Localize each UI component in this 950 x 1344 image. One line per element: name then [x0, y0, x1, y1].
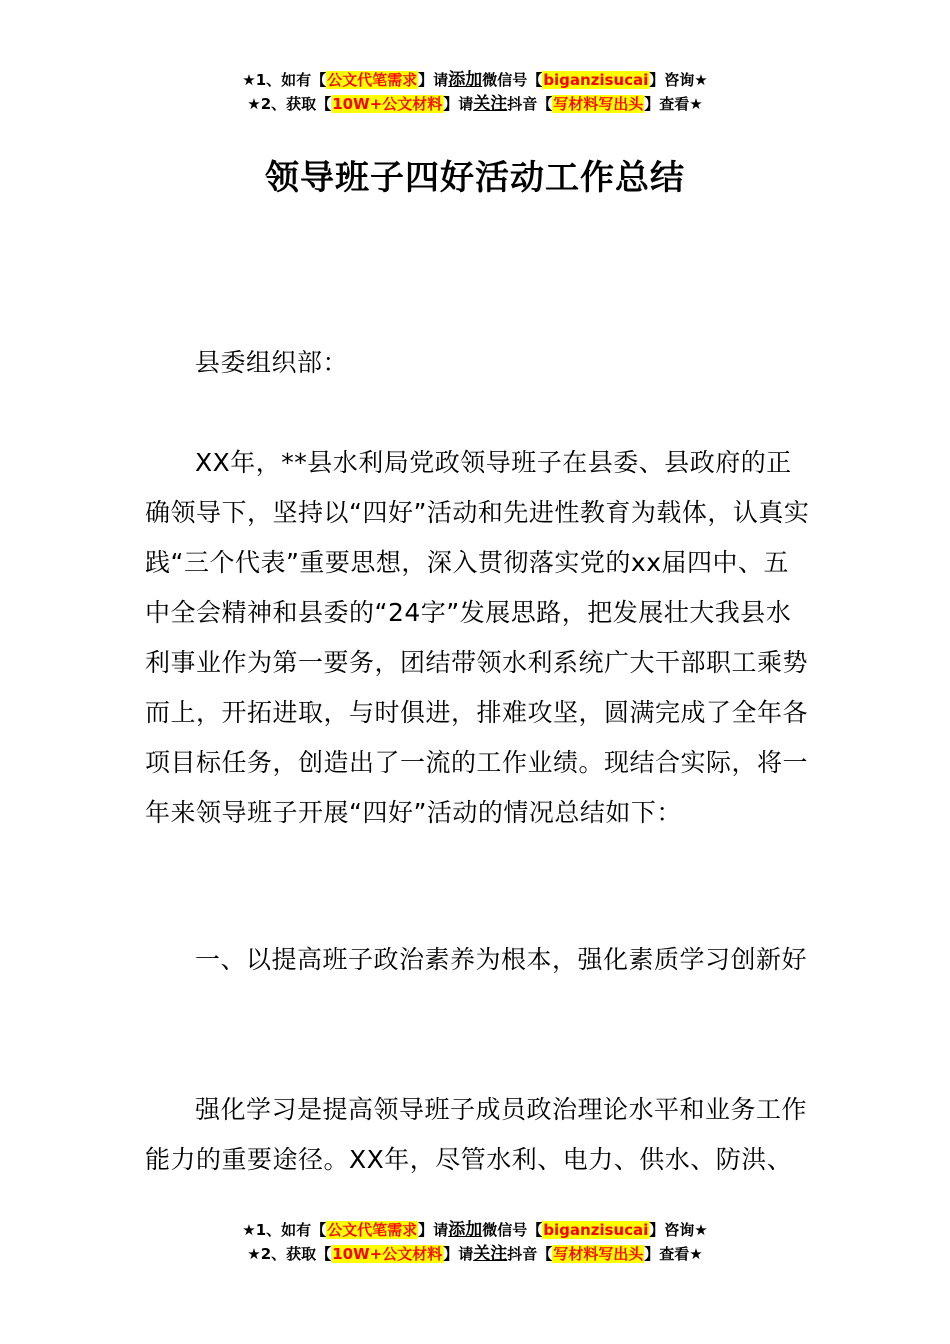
- promo-douyin-id: 写材料写出头: [553, 1245, 644, 1263]
- promo-emphasis: 添加: [448, 70, 483, 90]
- promo-wechat-id: biganzisucai: [543, 1221, 649, 1239]
- promo-text: ★1、如有【: [242, 71, 327, 89]
- promo-text: 】请: [443, 95, 474, 113]
- body-paragraph-1: [145, 438, 810, 838]
- promo-line-1: [0, 1218, 950, 1242]
- promo-text: 】请: [443, 1245, 474, 1263]
- promo-highlight: 10W+公文材料: [332, 1245, 443, 1263]
- promo-wechat-id: biganzisucai: [543, 71, 649, 89]
- promo-banner-top: [0, 68, 950, 116]
- promo-text: 】查看★: [644, 95, 703, 113]
- heading-text: 一、以提高班子政治素养为根本，强化素质学习创新好: [195, 945, 808, 974]
- document-title: 领导班子四好活动工作总结: [265, 158, 685, 198]
- promo-line-1: [0, 68, 950, 92]
- promo-highlight: 公文代笔需求: [327, 1221, 418, 1239]
- promo-text: 微信号【: [482, 71, 543, 89]
- promo-emphasis: 关注: [473, 1244, 508, 1264]
- promo-text: 】咨询★: [649, 1221, 708, 1239]
- salutation-text: 县委组织部：: [195, 348, 349, 377]
- promo-douyin-id: 写材料写出头: [553, 95, 644, 113]
- promo-emphasis: 关注: [473, 94, 508, 114]
- promo-line-2: [0, 1242, 950, 1266]
- section-heading-1: [145, 935, 810, 985]
- paragraph-text: XX年，**县水利局党政领导班子在县委、县政府的正确领导下，坚持以“四好”活动和先进性教育为载体，认真实践“三个代表”重要思想，深入贯彻落实党的xx届四中、五中全会精神和县委的“24字”发展思路，把发展壮大我县水利事业作为第一要务，团结带领水利系统广大干部职工乘势而上，开拓进取，与时俱进，排难攻坚，圆满完成了全年各项目标任务，创造出了一流的工作业绩。现结合实际，将一年来领导班子开展“四好”活动的情况总结如下：: [145, 448, 810, 827]
- promo-highlight: 公文代笔需求: [327, 71, 418, 89]
- promo-text: 微信号【: [482, 1221, 543, 1239]
- promo-text: 抖音【: [507, 1245, 553, 1263]
- promo-text: 】请: [418, 71, 449, 89]
- promo-text: 抖音【: [507, 95, 553, 113]
- promo-text: ★2、获取【: [247, 1245, 332, 1263]
- promo-text: ★1、如有【: [242, 1221, 327, 1239]
- promo-line-2: [0, 92, 950, 116]
- promo-banner-bottom: [0, 1218, 950, 1266]
- promo-text: 】咨询★: [649, 71, 708, 89]
- paragraph-text: 强化学习是提高领导班子成员政治理论水平和业务工作能力的重要途径。XX年，尽管水利、电力、供水、防洪、: [145, 1095, 808, 1174]
- promo-text: 】查看★: [644, 1245, 703, 1263]
- salutation: [145, 338, 810, 388]
- promo-highlight: 10W+公文材料: [332, 95, 443, 113]
- promo-text: 】请: [418, 1221, 449, 1239]
- promo-text: ★2、获取【: [247, 95, 332, 113]
- promo-emphasis: 添加: [448, 1220, 483, 1240]
- body-paragraph-2: [145, 1085, 810, 1185]
